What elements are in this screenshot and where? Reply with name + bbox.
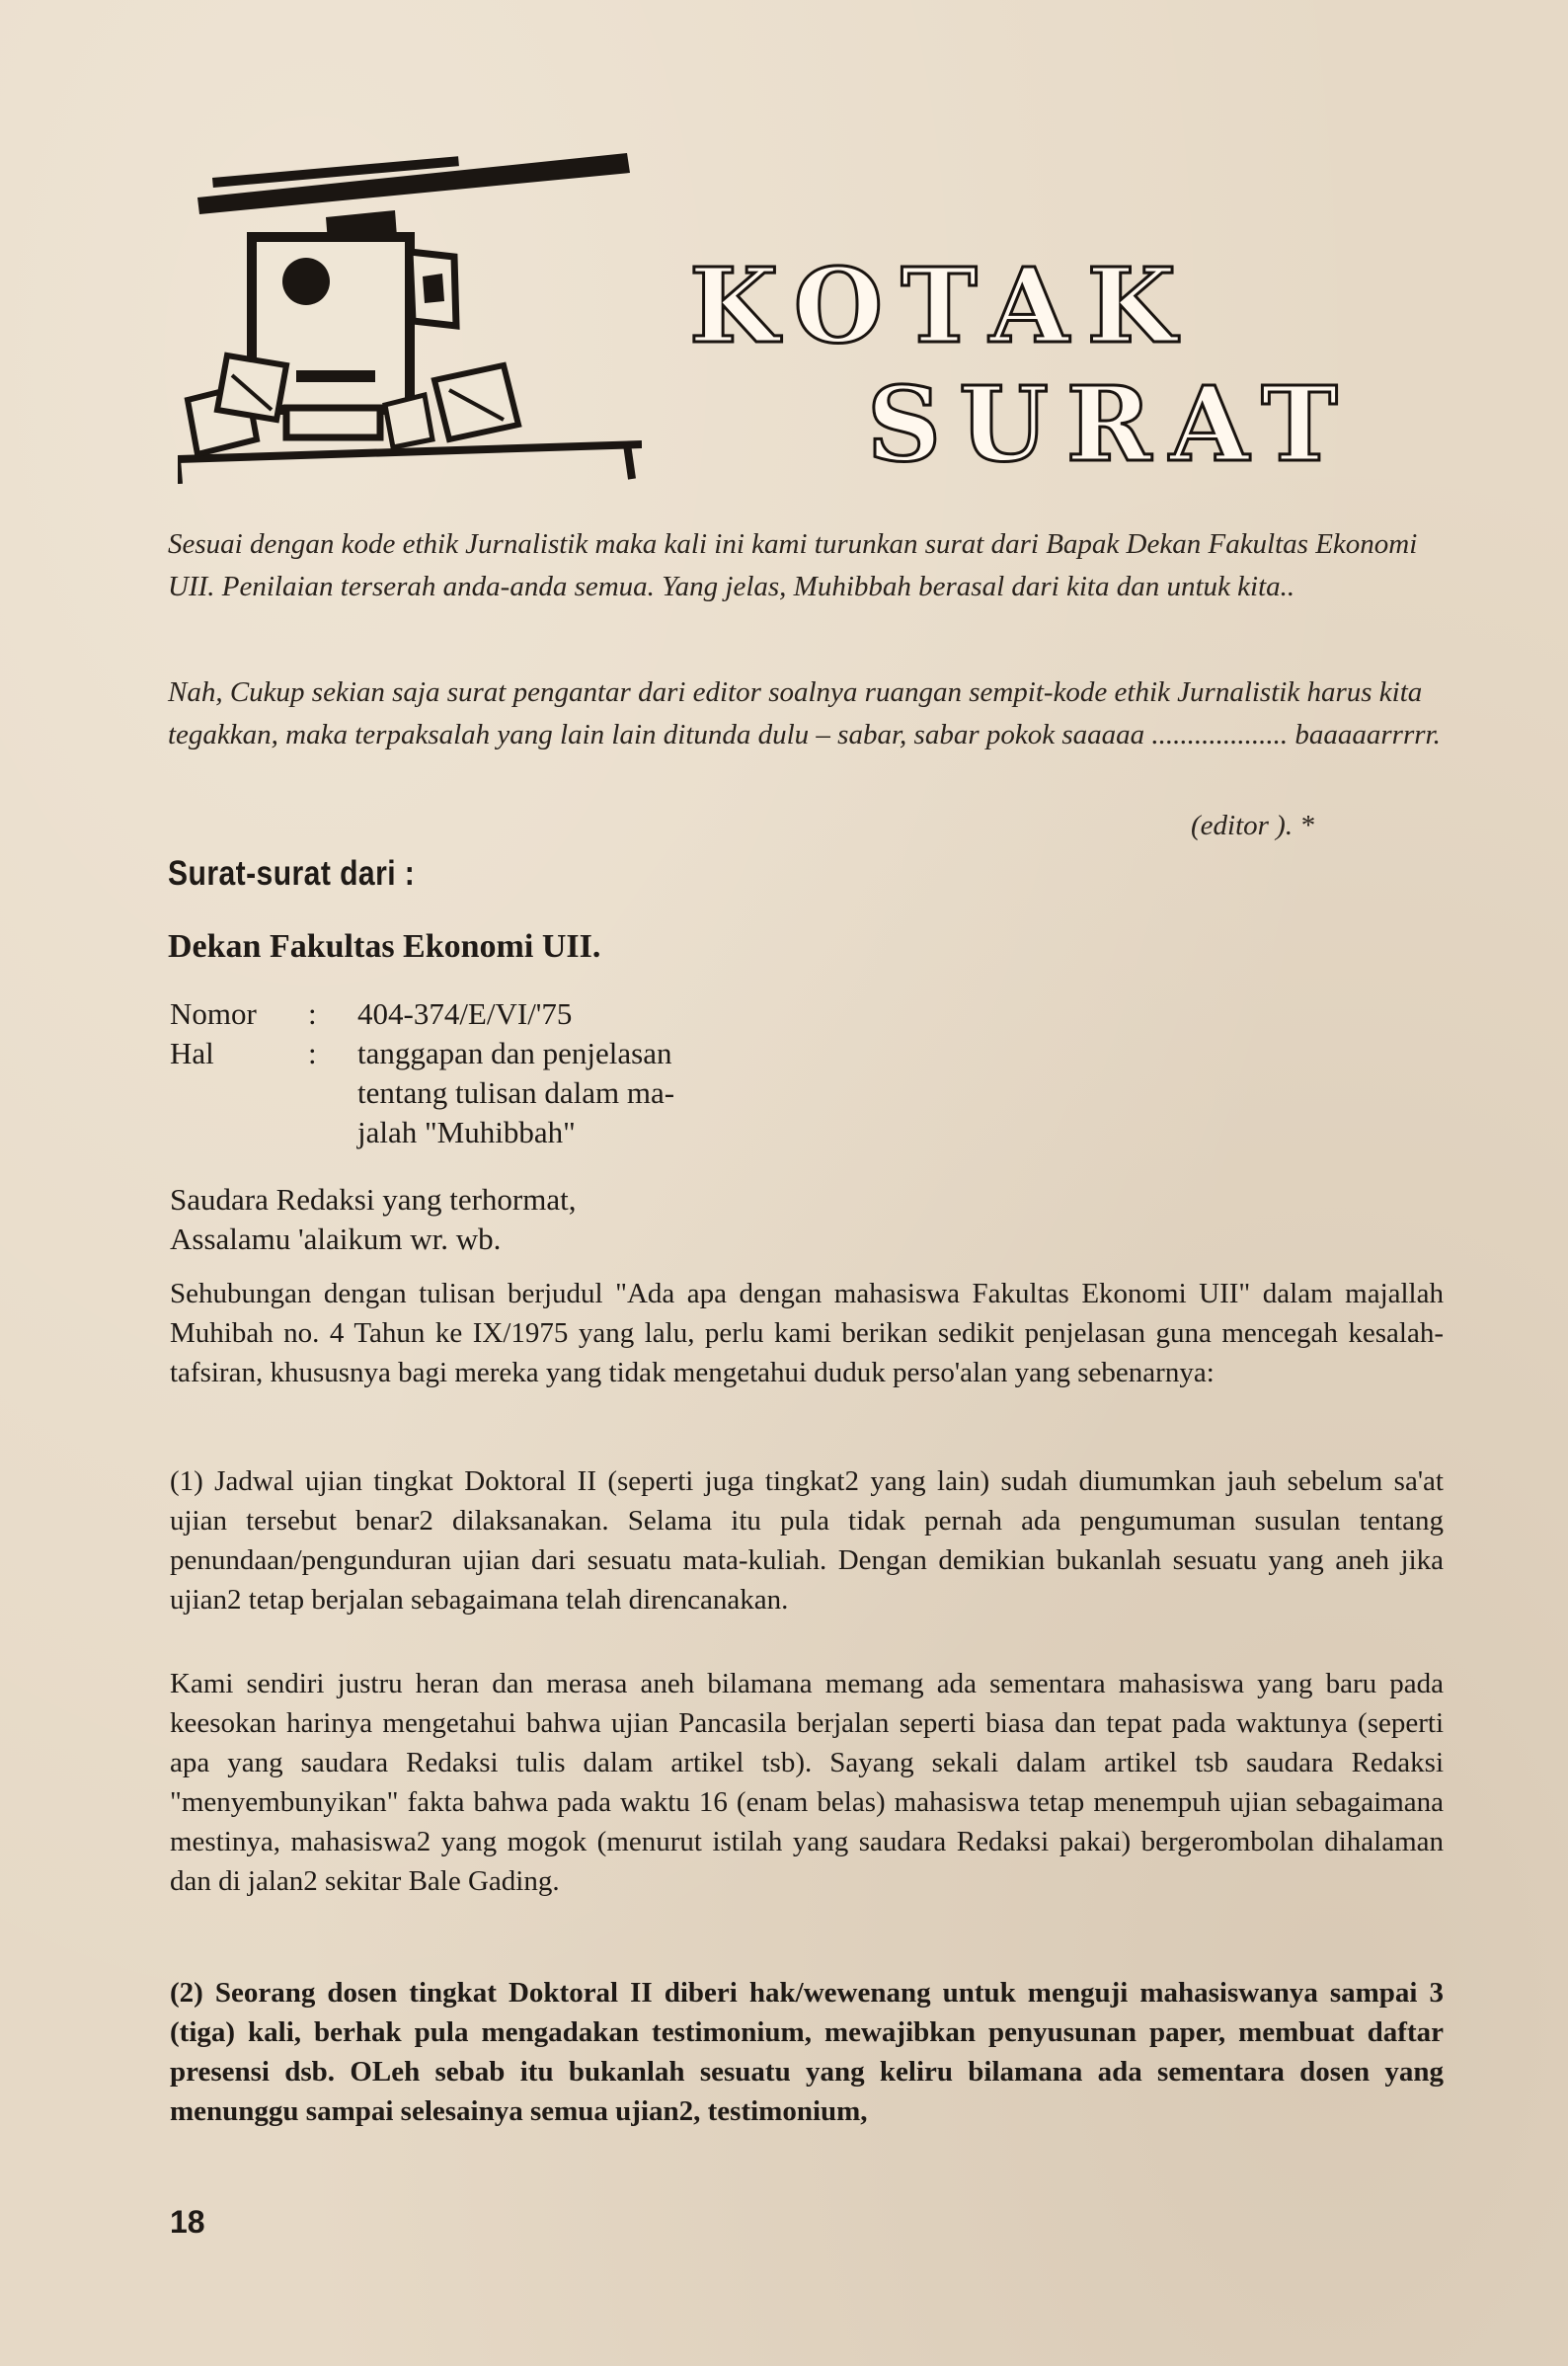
colon: : bbox=[308, 996, 317, 1031]
hal-row bbox=[170, 1034, 752, 1073]
greeting-line1: Saudara Redaksi yang terhormat, bbox=[170, 1182, 577, 1217]
hal-row-2 bbox=[170, 1073, 752, 1113]
letter-sender: Dekan Fakultas Ekonomi UII. bbox=[168, 928, 601, 965]
page-number: 18 bbox=[170, 2204, 205, 2240]
intro-paragraph-2: Nah, Cukup sekian saja surat pengantar dari editor soalnya ruangan sempit-kode ethik Jurnalistik harus kita tegakkan, maka terpaksalah yang lain lain ditunda dulu – sabar, sabar pokok saaaaa ................... baaaaarrrrr. bbox=[168, 676, 1441, 750]
mailbox-with-letters-icon bbox=[178, 143, 642, 484]
section-heading: Surat-surat dari : bbox=[168, 854, 416, 893]
body-paragraph-4: (2) Seorang dosen tingkat Doktoral II diberi hak/wewenang untuk menguji mahasiswanya sampai 3 (tiga) kali, berhak pula mengadakan testimonium, mewajibkan penyusunan paper, membuat daftar presensi dsb. OLeh sebab itu bukanlah sesuatu yang keliru bilamana ada sementara dosen yang menunggu sampai selesainya semua ujian2, testimonium, bbox=[170, 1977, 1444, 2127]
hal-label: Hal bbox=[170, 1036, 214, 1070]
nomor-row bbox=[170, 994, 752, 1034]
colon: : bbox=[308, 1036, 317, 1070]
body-paragraph-2: (1) Jadwal ujian tingkat Doktoral II (seperti juga tingkat2 yang lain) sudah diumumkan jauh sebelum sa'at ujian tersebut benar2 dilaksanakan. Selama itu pula tidak pernah ada pengumuman susulan tentang penundaan/pengunduran ujian dari sesuatu mata-kuliah. Dengan demikian bukanlah sesuatu yang aneh jika ujian2 tetap berjalan sebagaimana telah direncanakan. bbox=[170, 1465, 1444, 1616]
hal-row-3 bbox=[170, 1113, 752, 1152]
hal-value-line1: tanggapan dan penjelasan bbox=[357, 1036, 672, 1070]
body-paragraph-1: Sehubungan dengan tulisan berjudul "Ada apa dengan mahasiswa Fakultas Ekonomi UII" dalam majallah Muhibah no. 4 Tahun ke IX/1975 yang lalu, perlu kami berikan sedikit penjelasan guna mencegah kesalah-tafsiran, khususnya bagi mereka yang tidak mengetahui duduk perso'alan yang sebenarnya: bbox=[170, 1278, 1444, 1388]
nomor-value: 404-374/E/VI/'75 bbox=[357, 996, 573, 1031]
hal-value-line2: tentang tulisan dalam ma- bbox=[357, 1075, 675, 1110]
nomor-label: Nomor bbox=[170, 996, 257, 1031]
greeting bbox=[170, 1180, 576, 1259]
greeting-line2: Assalamu 'alaikum wr. wb. bbox=[170, 1222, 502, 1256]
editor-signature: (editor ). * bbox=[1191, 810, 1314, 841]
intro-paragraph-1: Sesuai dengan kode ethik Jurnalistik maka kali ini kami turunkan surat dari Bapak Dekan Fakultas Ekonomi UII. Penilaian terserah anda-anda semua. Yang jelas, Muhibbah berasal dari kita dan untuk kita.. bbox=[168, 528, 1418, 602]
page-title-line2: SURAT bbox=[867, 363, 1356, 485]
body-paragraph-3: Kami sendiri justru heran dan merasa aneh bilamana memang ada sementara mahasiswa yang baru pada keesokan harinya mengetahui bahwa ujian Pancasila berjalan seperti biasa dan tepat pada waktunya (seperti apa yang saudara Redaksi tulis dalam artikel tsb). Sayang sekali dalam artikel tsb saudara Redaksi "menyembunyikan" fakta bahwa pada waktu 16 (enam belas) mahasiswa tetap menempuh ujian sebagaimana mestinya, mahasiswa2 yang mogok (menurut istilah yang saudara Redaksi pakai) bergerombolan dihalaman dan di jalan2 sekitar Bale Gading. bbox=[170, 1668, 1444, 1897]
hal-value-line3: jalah "Muhibbah" bbox=[357, 1115, 576, 1149]
letter-meta bbox=[170, 994, 752, 1152]
page-title-line1: KOTAK bbox=[689, 245, 1194, 366]
